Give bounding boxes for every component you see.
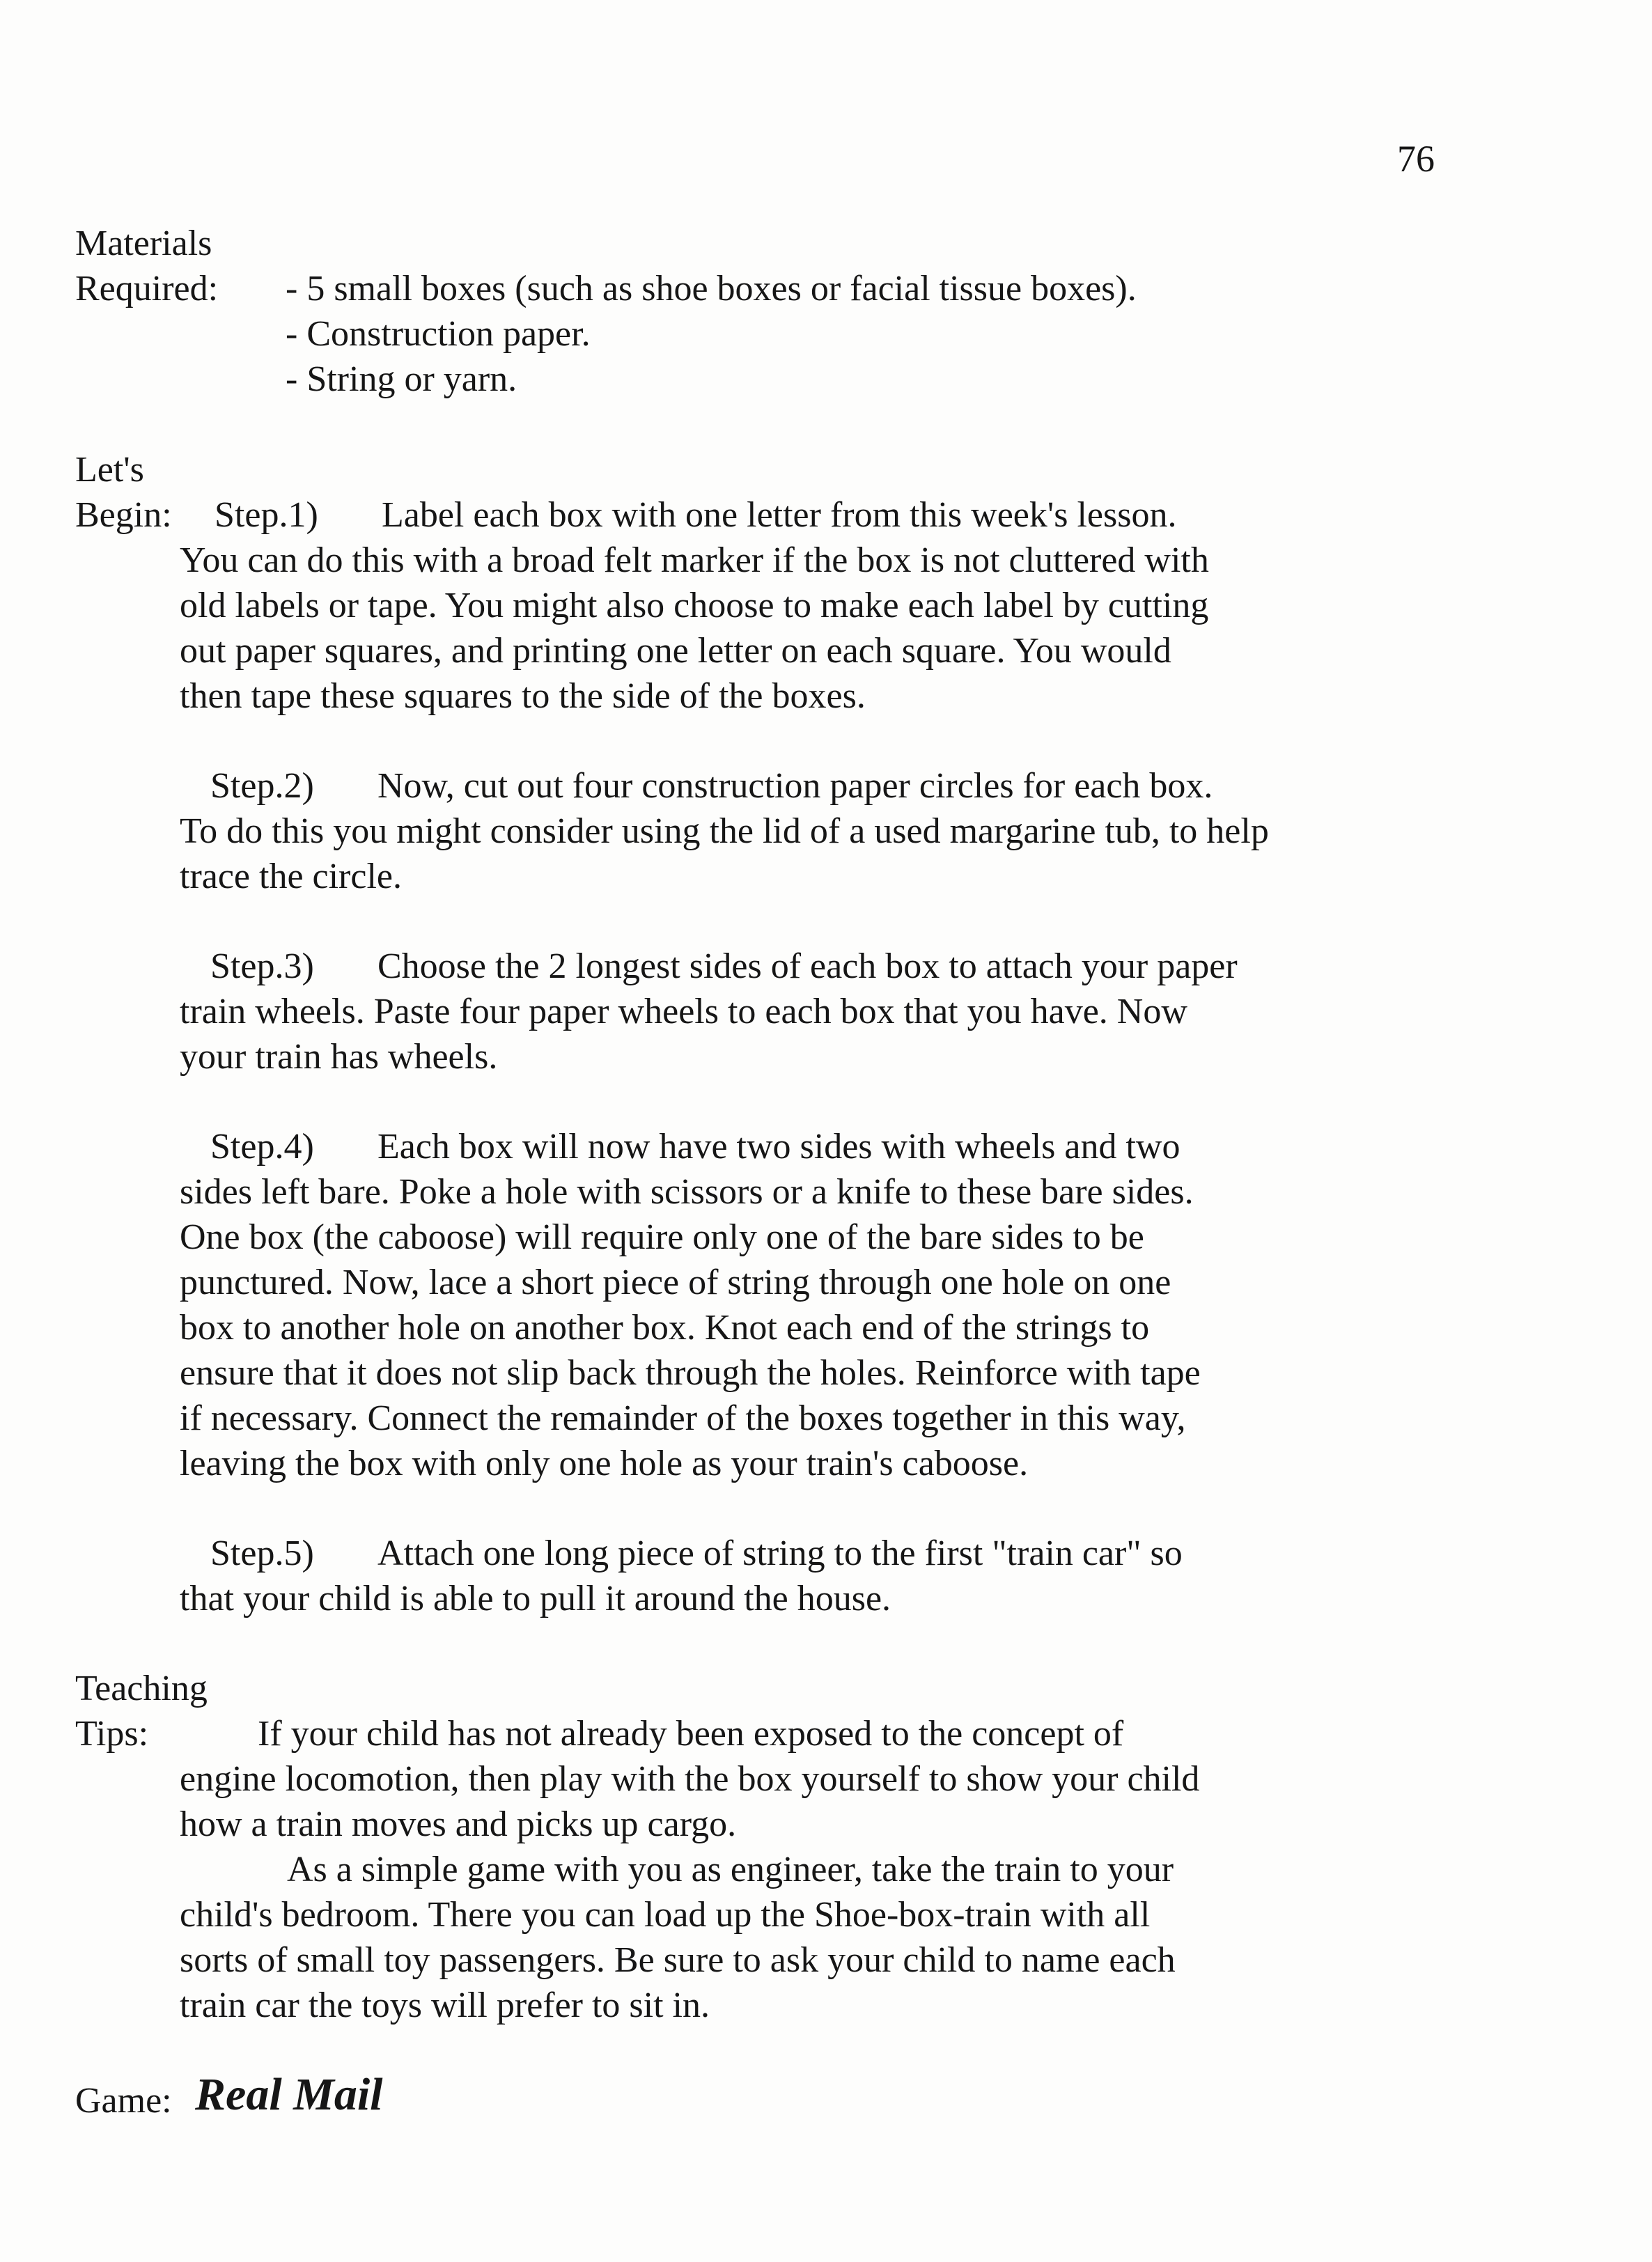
step-text-line: that your child is able to pull it around the house.	[180, 1579, 891, 1618]
tips-text-line: engine locomotion, then play with the box yourself to show your child	[180, 1759, 1200, 1799]
game-label: Game:	[75, 2081, 172, 2121]
step-first-line: Label each box with one letter from this week's lesson.	[382, 495, 1177, 535]
teaching-label: Teaching	[75, 1669, 208, 1708]
step-text-line: then tape these squares to the side of the boxes.	[180, 676, 866, 716]
step-label: Step.1)	[215, 495, 318, 535]
tips-text-line: child's bedroom. There you can load up the Shoe-box-train with all	[180, 1895, 1151, 1935]
materials-item: - String or yarn.	[286, 359, 517, 399]
step-label: Step.5)	[210, 1534, 314, 1573]
step-text-line: One box (the caboose) will require only one of the bare sides to be	[180, 1217, 1144, 1257]
materials-item: - 5 small boxes (such as shoe boxes or facial tissue boxes).	[286, 269, 1137, 309]
step-text-line: sides left bare. Poke a hole with scissors or a knife to these bare sides.	[180, 1172, 1194, 1212]
step-text-line: trace the circle.	[180, 857, 402, 896]
step-text-line: your train has wheels.	[180, 1037, 498, 1077]
step-text-line: train wheels. Paste four paper wheels to each box that you have. Now	[180, 992, 1187, 1031]
materials-label: Materials	[75, 224, 212, 263]
step-text-line: old labels or tape. You might also choose to make each label by cutting	[180, 586, 1209, 625]
tips-text-line: If your child has not already been exposed to the concept of	[258, 1714, 1124, 1754]
materials-item: - Construction paper.	[286, 314, 591, 354]
begin-label: Begin:	[75, 495, 172, 535]
game-title: Real Mail	[195, 2069, 383, 2120]
step-label: Step.4)	[210, 1127, 314, 1167]
step-label: Step.3)	[210, 946, 314, 986]
page-number: 76	[1397, 138, 1435, 180]
step-first-line: Choose the 2 longest sides of each box to attach your paper	[377, 946, 1238, 986]
step-first-line: Each box will now have two sides with wheels and two	[377, 1127, 1180, 1167]
step-text-line: ensure that it does not slip back through the holes. Reinforce with tape	[180, 1353, 1201, 1393]
step-text-line: punctured. Now, lace a short piece of string through one hole on one	[180, 1263, 1171, 1302]
tips-text-line: As a simple game with you as engineer, take the train to your	[287, 1850, 1174, 1889]
tips-text-line: sorts of small toy passengers. Be sure to ask your child to name each	[180, 1940, 1176, 1980]
step-label: Step.2)	[210, 766, 314, 806]
tips-text-line: how a train moves and picks up cargo.	[180, 1804, 737, 1844]
step-first-line: Now, cut out four construction paper circles for each box.	[377, 766, 1213, 806]
step-text-line: if necessary. Connect the remainder of the boxes together in this way,	[180, 1398, 1186, 1438]
step-first-line: Attach one long piece of string to the first "train car" so	[377, 1534, 1183, 1573]
step-text-line: box to another hole on another box. Knot each end of the strings to	[180, 1308, 1150, 1348]
step-text-line: To do this you might consider using the lid of a used margarine tub, to help	[180, 811, 1269, 851]
lets-label: Let's	[75, 450, 144, 490]
required-label: Required:	[75, 269, 219, 309]
tips-label: Tips:	[75, 1714, 149, 1754]
tips-text-line: train car the toys will prefer to sit in.	[180, 1986, 710, 2025]
step-text-line: You can do this with a broad felt marker if the box is not cluttered with	[180, 540, 1209, 580]
step-text-line: out paper squares, and printing one letter on each square. You would	[180, 631, 1171, 671]
step-text-line: leaving the box with only one hole as your train's caboose.	[180, 1444, 1029, 1483]
